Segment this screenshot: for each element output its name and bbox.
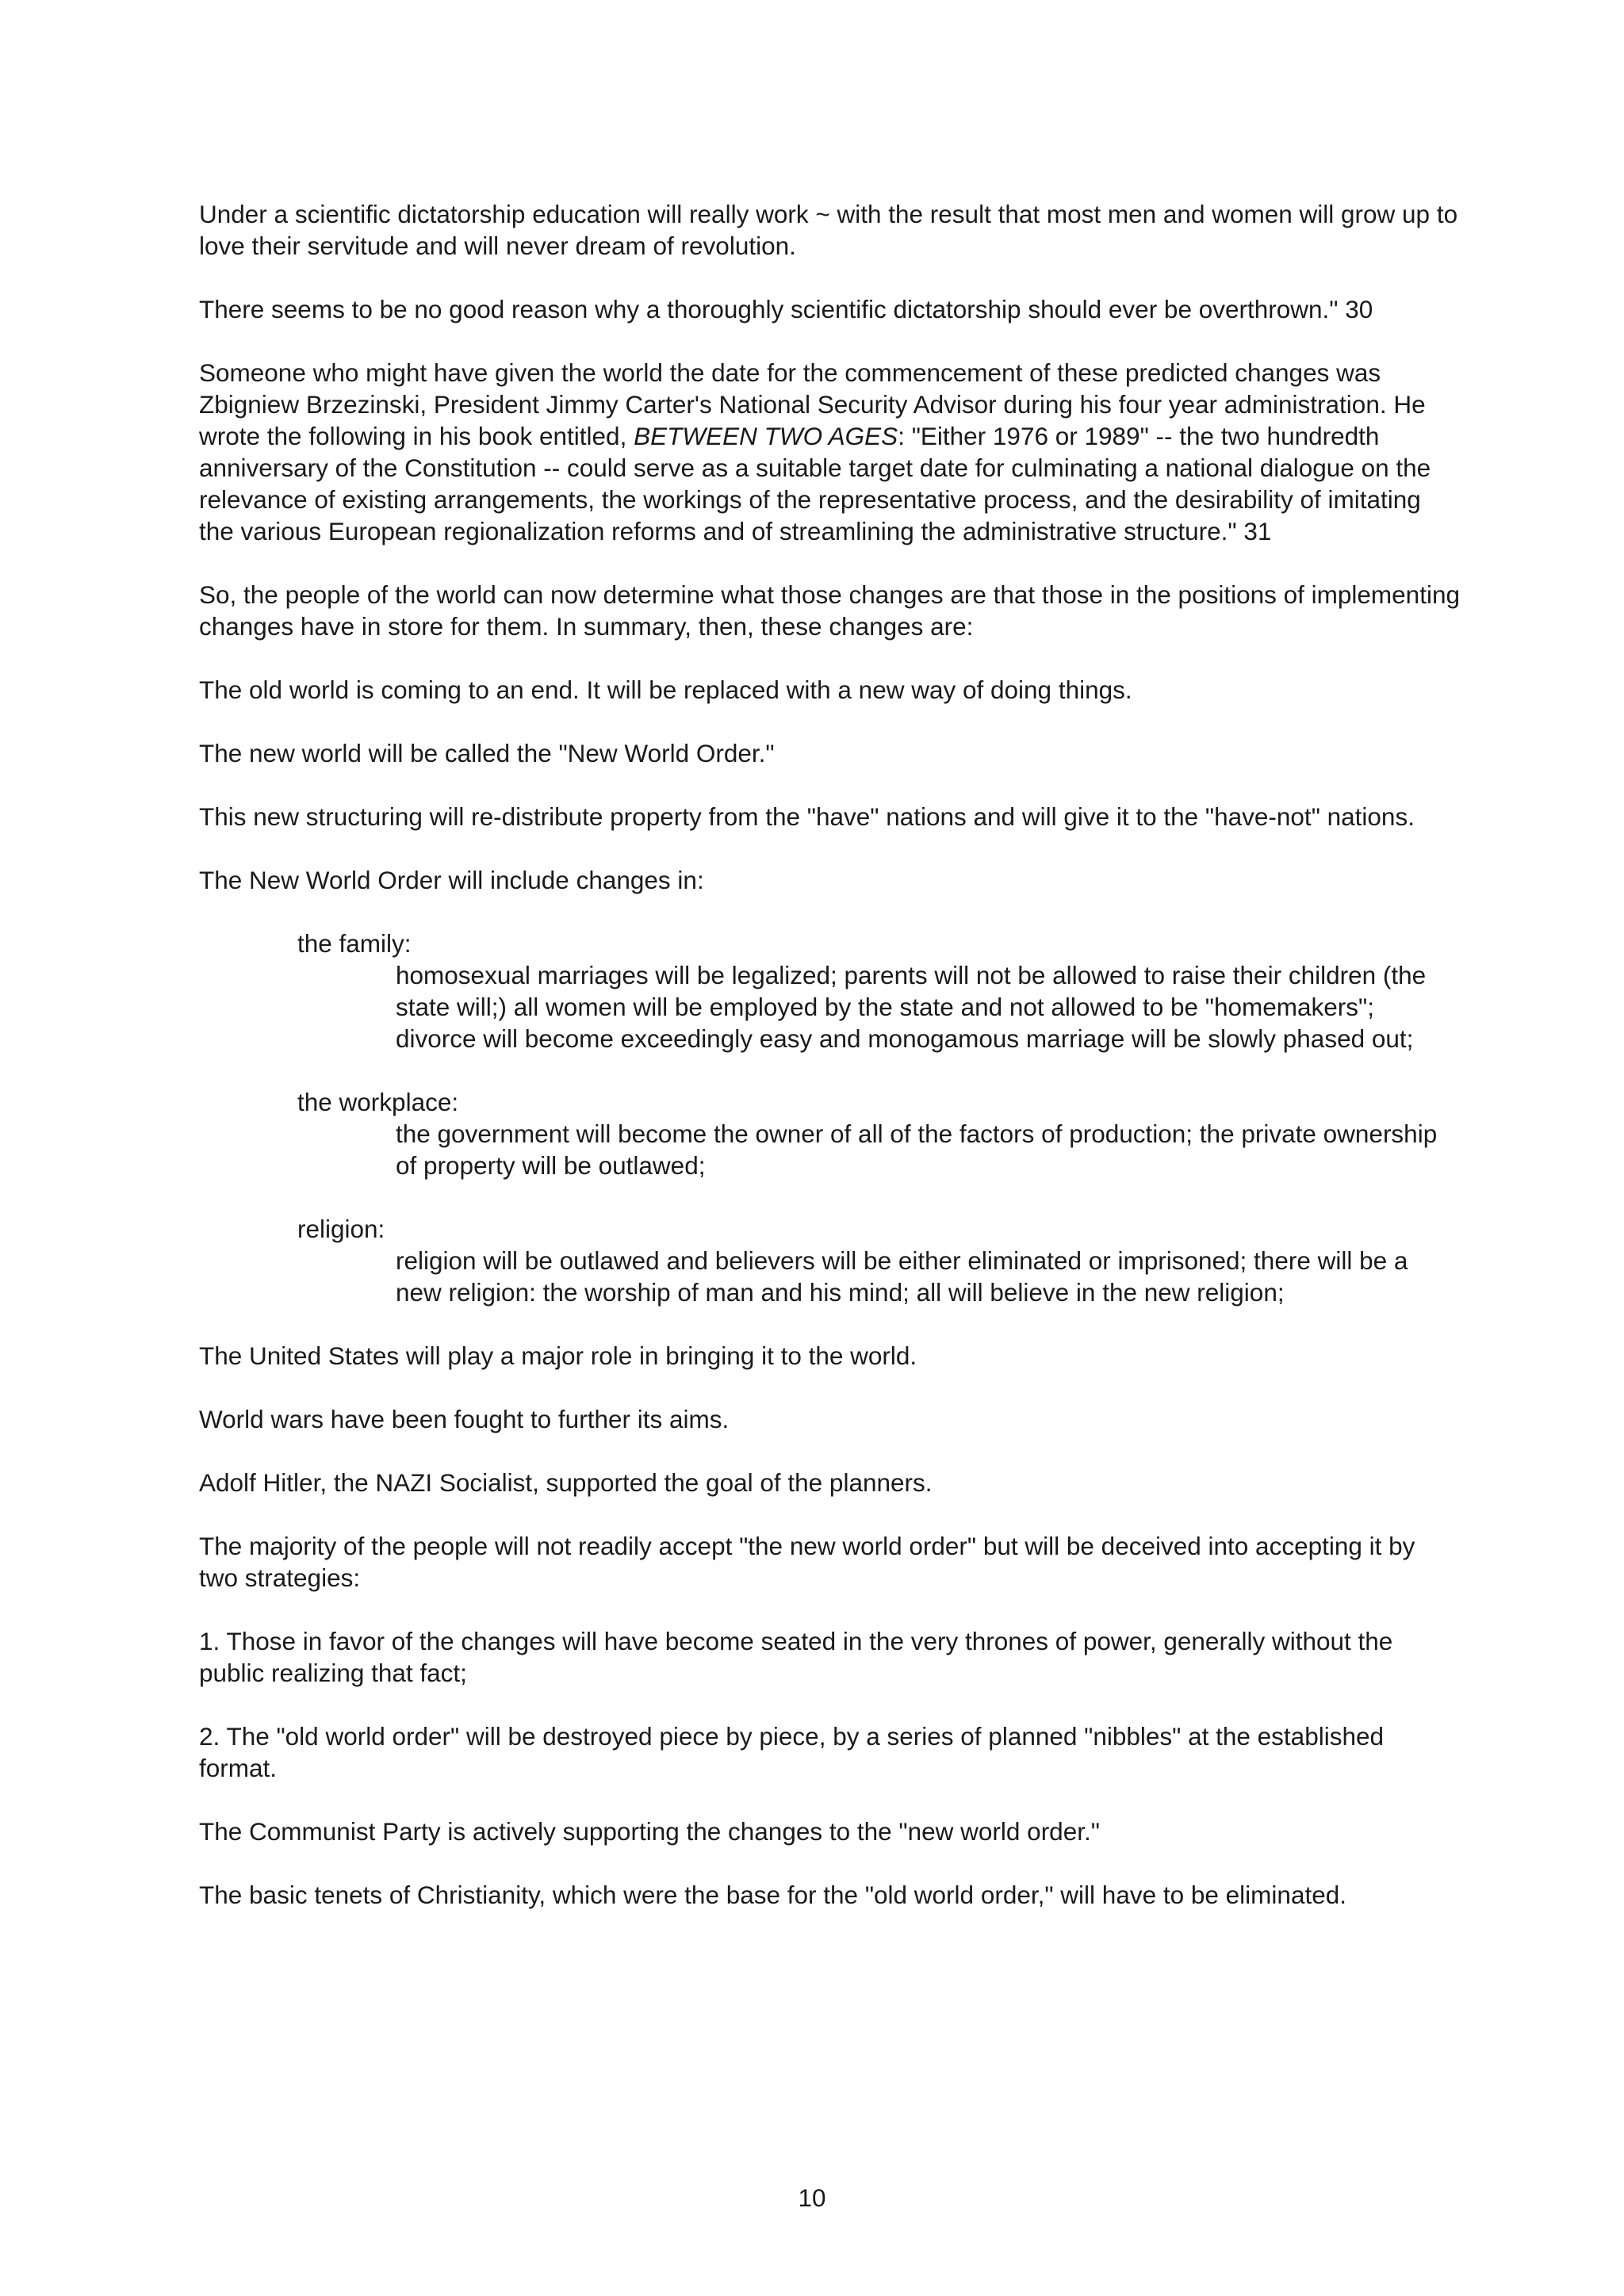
paragraph-brzezinski <box>199 357 1460 547</box>
change-text: religion will be outlawed and believers will be either eliminated or imprisoned; there will be a new religion: the worship of man and his mind; all will believe in the new religion; <box>396 1246 1408 1307</box>
change-section-religion <box>199 1213 1460 1308</box>
paragraph-redistribute-property: This new structuring will re-distribute property from the "have" nations and will give it to the "have-not" nations. <box>199 802 1415 831</box>
paragraph-strategy-two: 2. The "old world order" will be destroyed piece by piece, by a series of planned "nibbles" at the established format. <box>199 1722 1385 1782</box>
book-title: BETWEEN TWO AGES <box>634 422 898 450</box>
change-section-family <box>199 928 1460 1054</box>
paragraph-changes-intro: The New World Order will include changes in: <box>199 866 704 894</box>
paragraph-strategy-one: 1. Those in favor of the changes will have become seated in the very thrones of power, generally without the public realizing that fact; <box>199 1627 1393 1687</box>
paragraph-old-world-ending: The old world is coming to an end. It will be replaced with a new way of doing things. <box>199 675 1132 704</box>
paragraph-united-states-role: The United States will play a major role in bringing it to the world. <box>199 1341 917 1370</box>
change-label: the workplace: <box>297 1088 459 1116</box>
page-number: 10 <box>798 2183 826 2212</box>
change-label: religion: <box>297 1215 385 1243</box>
change-section-workplace <box>199 1086 1460 1181</box>
paragraph-summary-intro: So, the people of the world can now determine what those changes are that those in the positions of implementing changes have in store for them. In summary, then, these changes are: <box>199 580 1460 641</box>
change-text: homosexual marriages will be legalized; parents will not be allowed to raise their children (the state will;) all women will be employed by the state and not allowed to be "homemakers"; divorce will become exceedingly easy and monogamous marriage will be slowly phased out; <box>396 961 1427 1053</box>
brzezinski-text-before: Someone who might have given the world the date for the commencement of these predicted changes was Zbigniew Brzezinski, President Jimmy Carter's National Security Advisor during his four year administration. He wrote the following in his book entitled, <box>199 358 1426 450</box>
paragraph-communist-party: The Communist Party is actively supporting the changes to the "new world order." <box>199 1817 1100 1846</box>
paragraph-world-wars: World wars have been fought to further its aims. <box>199 1405 730 1433</box>
paragraph-dictatorship-education: Under a scientific dictatorship education will really work ~ with the result that most men and women will grow up to love their servitude and will never dream of revolution. <box>199 200 1458 260</box>
paragraph-hitler: Adolf Hitler, the NAZI Socialist, supported the goal of the planners. <box>199 1468 933 1497</box>
paragraph-christianity: The basic tenets of Christianity, which were the base for the "old world order," will have to be eliminated. <box>199 1881 1347 1909</box>
change-text: the government will become the owner of all of the factors of production; the private ownership of property will be outlawed; <box>396 1119 1438 1180</box>
paragraph-overthrown: There seems to be no good reason why a thoroughly scientific dictatorship should ever be overthrown." 30 <box>199 295 1373 323</box>
paragraph-new-world-order-name: The new world will be called the "New World Order." <box>199 739 775 767</box>
paragraph-two-strategies: The majority of the people will not readily accept "the new world order" but will be deceived into accepting it by two strategies: <box>199 1532 1415 1592</box>
brzezinski-text-after: : "Either 1976 or 1989" -- the two hundredth anniversary of the Constitution -- could serve as a suitable target date for culminating a national dialogue on the relevance of existing arrangements, the workings of the representative process, and the desirability of imitating the various European regionalization reforms and of streamlining the administrative structure." 31 <box>199 422 1431 545</box>
document-page <box>199 198 1460 1942</box>
change-label: the family: <box>297 929 412 958</box>
